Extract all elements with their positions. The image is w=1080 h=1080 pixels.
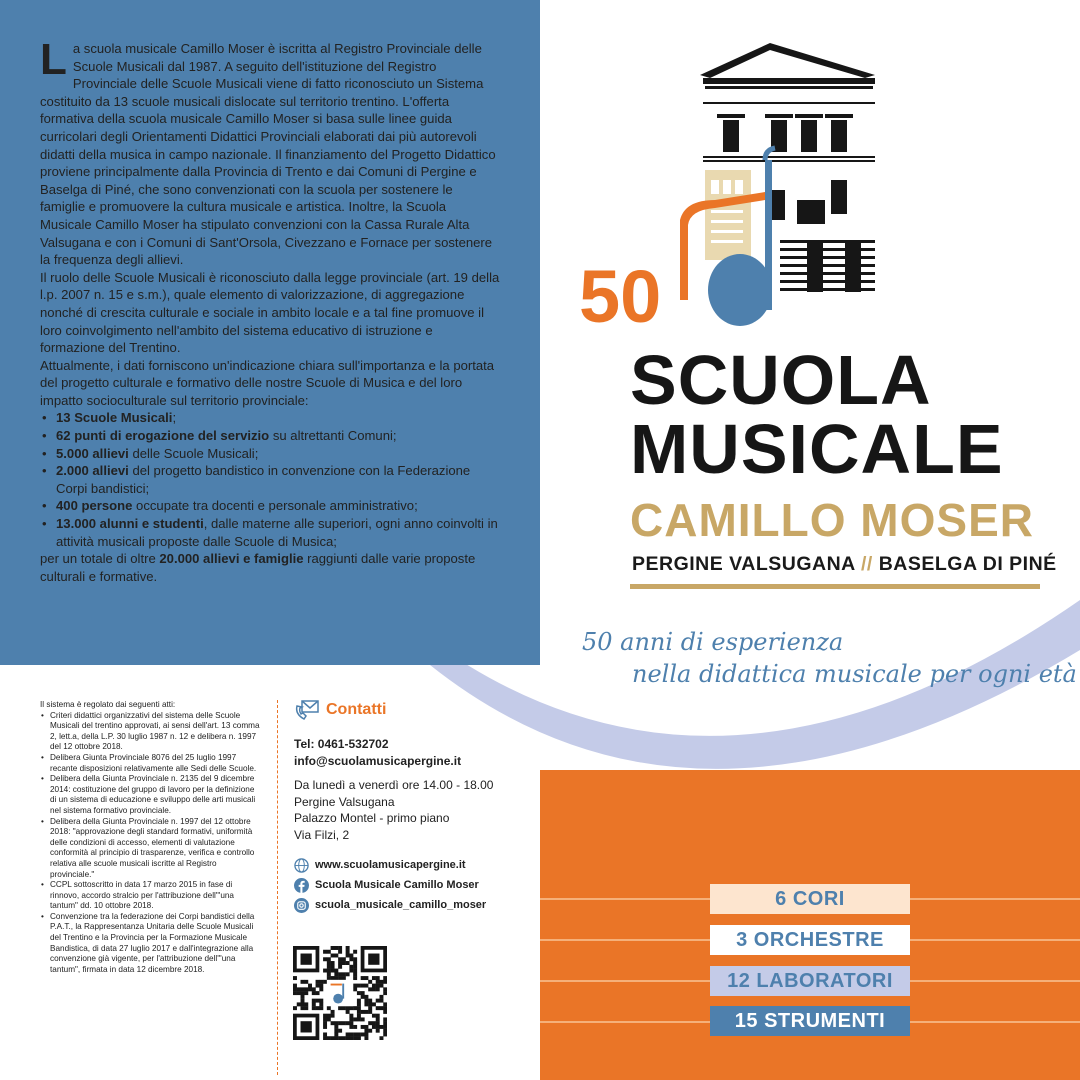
contacts-section [294,698,534,915]
list-item: • 2.000 allievi del progetto bandistico in convenzione con la Federazione Corpi bandistici; [40,462,500,497]
list-item: • 13.000 alunni e studenti, dalle materne alle superiori, ogni anno coinvolti in attività musicali proposte dalle Scuole di Musica; [40,515,500,550]
intro-closing: per un totale di oltre 20.000 allievi e famiglie raggiunti dalle varie proposte culturali e formative. [40,551,476,584]
list-item: • 5.000 allievi delle Scuole Musicali; [40,445,500,463]
facebook-link[interactable]: Scuola Musicale Camillo Moser [315,878,479,891]
facebook-icon [294,878,309,893]
instagram-link[interactable]: scuola_musicale_camillo_moser [315,898,487,911]
location-b: BASELGA DI PINÉ [878,553,1057,575]
address-building: Palazzo Montel - primo piano [294,811,450,825]
stat-badge-labs: 12 LABORATORI [710,966,910,996]
anniversary-number: 50 [579,255,662,338]
instagram-icon [294,898,309,913]
location-separator: // [860,553,873,575]
list-item: • 62 punti di erogazione del servizio su altrettanti Comuni; [40,427,500,445]
stat-badge-orchestras: 3 ORCHESTRE [710,925,910,955]
acts-intro: Il sistema è regolato dai seguenti atti: [40,700,176,709]
location-a: PERGINE VALSUGANA [632,553,856,575]
list-item: • 13 Scuole Musicali; [40,409,500,427]
stat-badge-instruments: 15 STRUMENTI [710,1006,910,1036]
dashed-divider [277,700,278,1075]
school-title-line-2: MUSICALE [630,410,1004,488]
school-name: CAMILLO MOSER [630,494,1034,546]
website-link[interactable]: www.scuolamusicapergine.it [315,858,466,871]
intro-text [40,35,500,585]
list-item: • Criteri didattici organizzativi del sistema delle Scuole Musicali del trentino approvati, ai sensi dell'art. 13 comma 2, lett.a, della L.P. 30 luglio 1987 n. 12 e delibera n. 1997 del 12 ottobre 2018. [40,711,262,753]
school-logo [575,40,895,340]
website-row[interactable] [294,855,534,875]
email-link[interactable]: info@scuolamusicapergine.it [294,753,462,768]
gold-divider [630,584,1040,589]
contacts-header [294,698,534,722]
office-hours: Da lunedì a venerdì ore 14.00 - 18.00 [294,778,494,792]
drop-cap: L [40,35,67,84]
acts-list [40,711,262,976]
list-item: • 400 persone occupate tra docenti e personale amministrativo; [40,497,500,515]
tagline-line-1: 50 anni di esperienza [582,628,844,656]
intro-paragraph-1: a scuola musicale Camillo Moser è iscritta al Registro Provinciale delle Scuole Musicali dal 1987. A seguito dell'istituzione del Registro Provinciale delle Scuole Musicali viene di fatto riconosciuto un Sistema costituito da 13 scuole musicali dislocate sul territorio trentino. L'offerta formativa della scuola musicale Camillo Moser si basa sulle linee guida curricolari degli Orientamenti Didattici Provinciali elaborati dai più autorevoli didatti della musica in campo nazionale. Il finanziamento del Progetto Didattico proviene principalmente dalla Provincia di Trento e dai Comuni di Pergine e Baselga di Piné, che sono convenzionati con la scuola per sostenere le famiglie e promuovere la cultura musicale e artistica. Inoltre, la Scuola Musicale Camillo Moser ha stipulato convenzioni con la Cassa Rurale Alta Valsugana e con i Comuni di Sant'Orsola, Civezzano e Fornace per sostenere la frequenza degli allievi. [40,41,496,268]
contacts-title: Contatti [326,700,387,718]
phone-envelope-icon [294,698,320,722]
instagram-row[interactable] [294,895,534,915]
list-item: • Delibera della Giunta Provinciale n. 1997 del 12 ottobre 2018: "approvazione degli standard formativi, uniformità delle condizioni di accesso, elementi di valutazione conformità al principio di trasparenze, verifica e controllo relativa alle scuole musicali iscritte al Registro provinciale." [40,817,262,881]
tagline-line-2: nella didattica musicale per ogni età [632,660,1077,688]
stat-badge-choirs: 6 CORI [710,884,910,914]
intro-paragraph-3: Attualmente, i dati forniscono un'indicazione chiara sull'importanza e la portata del progetto culturale e formativo delle nostre Scuole di Musica e del loro impatto socioculturale sul territorio provinciale: [40,357,495,408]
regulatory-acts [40,700,262,975]
globe-icon [294,858,309,873]
phone-number[interactable]: Tel: 0461-532702 [294,737,389,751]
facebook-row[interactable] [294,875,534,895]
intro-paragraph-2: Il ruolo delle Scuole Musicali è riconosciuto dalla legge provinciale (art. 19 della l.p. 2007 n. 15 e s.m.), quale elemento di valorizzazione, di aggregazione nonché di crescita culturale e sociale in ambito locale e a tal fine promuove il loro coinvolgimento nell'ambito del sistema educativo di istruzione e formazione del Trentino. [40,269,500,356]
list-item: • Delibera Giunta Provinciale 8076 del 25 luglio 1997 recante disposizioni relativamente alle Sedi delle Scuole. [40,753,262,774]
list-item: • Convenzione tra la federazione dei Corpi bandistici della P.A.T., la Rappresentanza Unitaria delle Scuole Musicali del Trentino e la Provincia per la Formazione Musicale Bandistica, di data 27 luglio 2017 e dall'integrazione alla convenzione già vigente, per l'attribuzione dell'"una tantum", firmata in data 12 dicembre 2018. [40,912,262,976]
list-item: • CCPL sottoscritto in data 17 marzo 2015 in fase di rinnovo, accordo stralcio per l'attribuzione dell'"una tantum" dd. 10 ottobre 2018. [40,880,262,912]
school-title-line-1: SCUOLA [630,341,932,419]
list-item: • Delibera della Giunta Provinciale n. 2135 del 9 dicembre 2014: costituzione del gruppo di lavoro per la definizione di un sistema di educazione e sviluppo delle arti musicali nel sistema formativo provinciale. [40,774,262,816]
address-street: Via Filzi, 2 [294,827,350,842]
qr-code[interactable] [293,946,387,1040]
locations [632,553,1057,576]
stats-bullet-list [40,409,500,550]
address-city: Pergine Valsugana [294,794,395,809]
